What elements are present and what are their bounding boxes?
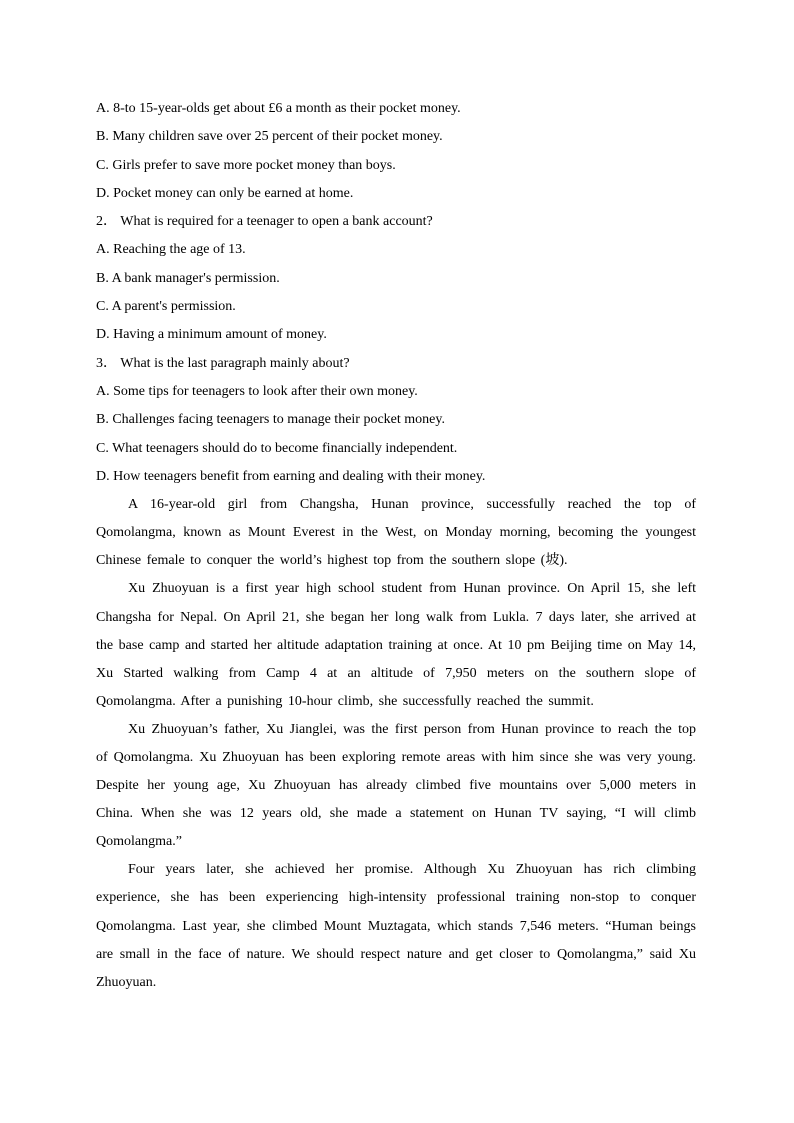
q3-option-c: C. What teenagers should do to become financially independent. bbox=[96, 440, 458, 456]
passage-paragraph-1: A 16-year-old girl from Changsha, Hunan province, successfully reached the top of Qomolangma, known as Mount Everest in the West, on Monday morning, becoming the youngest Chinese female to conquer the world’s highest top from the southern slope (坡). bbox=[96, 497, 696, 569]
q2-option-c: C. A parent's permission. bbox=[96, 299, 236, 315]
document-content bbox=[96, 95, 696, 997]
q3-stem: 3． What is the last paragraph mainly about? bbox=[96, 355, 350, 371]
q3-option-a: A. Some tips for teenagers to look after their own money. bbox=[96, 383, 418, 399]
q2-option-a: A. Reaching the age of 13. bbox=[96, 242, 246, 258]
q1-option-d: D. Pocket money can only be earned at home. bbox=[96, 185, 354, 201]
passage-paragraph-3: Xu Zhuoyuan’s father, Xu Jianglei, was the first person from Hunan province to reach the top of Qomolangma. Xu Zhuoyuan has been exploring remote areas with him since she was very young. Despite her young age, Xu Zhuoyuan has already climbed five mountains over 5,000 meters in China. When she was 12 years old, she made a statement on Hunan TV saying, “I will climb Qomolangma.” bbox=[96, 721, 696, 850]
q1-option-c: C. Girls prefer to save more pocket money than boys. bbox=[96, 157, 396, 173]
q3-option-d: D. How teenagers benefit from earning and dealing with their money. bbox=[96, 468, 486, 484]
q2-option-b: B. A bank manager's permission. bbox=[96, 270, 280, 286]
q1-option-a: A. 8-to 15-year-olds get about £6 a month as their pocket money. bbox=[96, 101, 461, 116]
q3-option-b: B. Challenges facing teenagers to manage their pocket money. bbox=[96, 412, 445, 428]
passage-paragraph-4: Four years later, she achieved her promise. Although Xu Zhuoyuan has rich climbing experience, she has been experiencing high-intensity professional training non-stop to conquer Qomolangma. Last year, she climbed Mount Muztagata, which stands 7,546 meters. “Human beings are small in the face of nature. We should respect nature and get closer to Qomolangma,” said Xu Zhuoyuan. bbox=[96, 862, 696, 990]
q2-option-d: D. Having a minimum amount of money. bbox=[96, 327, 327, 343]
passage-paragraph-2: Xu Zhuoyuan is a first year high school student from Hunan province. On April 15, she left Changsha for Nepal. On April 21, she began her long walk from Lukla. 7 days later, she arrived at the base camp and started her altitude adaptation training at once. At 10 pm Beijing time on May 14, Xu Started walking from Camp 4 at an altitude of 7,950 meters on the southern slope of Qomolangma. After a punishing 10-hour climb, she successfully reached the summit. bbox=[96, 581, 696, 709]
q1-option-b: B. Many children save over 25 percent of their pocket money. bbox=[96, 129, 443, 145]
q2-stem: 2． What is required for a teenager to open a bank account? bbox=[96, 214, 433, 230]
